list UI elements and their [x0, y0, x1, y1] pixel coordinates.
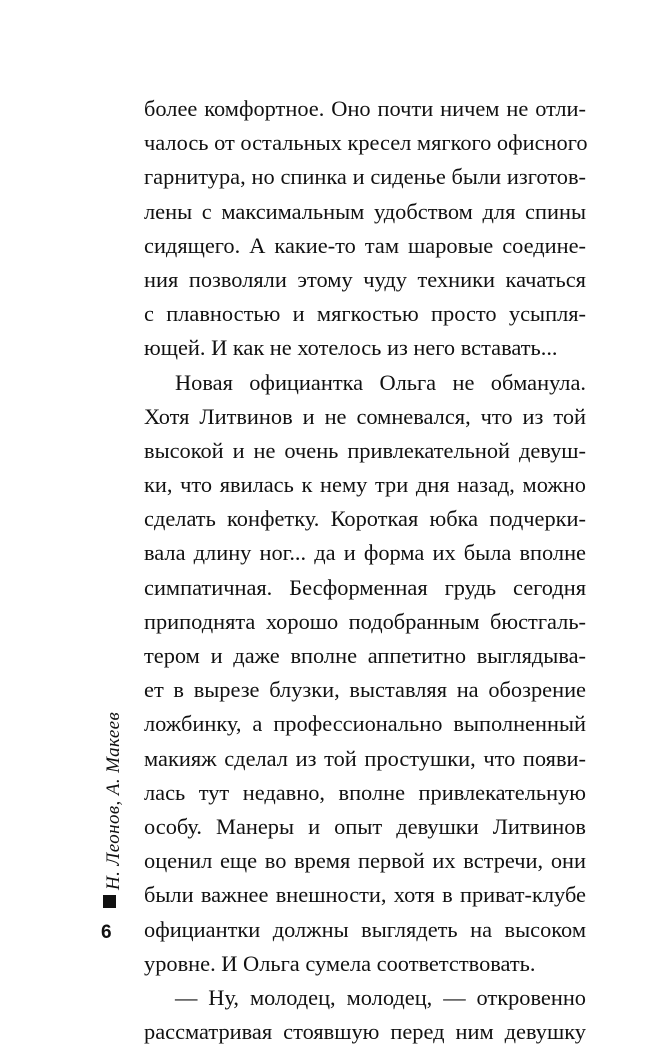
- text-line: особу. Манеры и опыт девушки Литвинов: [144, 813, 586, 839]
- text-line: сидящего. А какие-то там шаровые соедине-: [144, 232, 586, 258]
- text-line: ки, что явилась к нему три дня назад, можно: [144, 472, 586, 498]
- text-line: рассматривая стоявшую перед ним девушку: [144, 1019, 586, 1045]
- text-line: ющей. И как не хотелось из него вставать...: [144, 335, 558, 361]
- text-line: Новая официантка Ольга не обманула.: [175, 369, 586, 395]
- text-line: официантки должны выглядеть на высоком: [144, 916, 586, 942]
- text-line: оценил еще во время первой их встречи, они: [144, 848, 586, 874]
- body-text: [144, 92, 586, 1049]
- text-line: макияж сделал из той простушки, что появи-: [144, 745, 586, 771]
- text-line: тером и даже вполне аппетитно выглядыва-: [144, 643, 586, 668]
- running-head-authors: Н. Леонов, А. Макеев: [103, 711, 124, 890]
- text-line: лены с максимальным удобством для спины: [144, 198, 586, 224]
- text-line: вала длину ног... да и форма их была вполне: [144, 540, 586, 566]
- text-line: — Ну, молодец, молодец, — откровенно: [175, 984, 586, 1010]
- text-line: гарнитура, но спинка и сиденье были изготов-: [144, 164, 586, 190]
- square-marker-icon: [103, 895, 116, 908]
- text-line: ет в вырезе блузки, выставляя на обозрение: [144, 677, 586, 703]
- page-number: 6: [101, 922, 112, 943]
- text-line: лась тут недавно, вполне привлекательную: [144, 779, 586, 805]
- text-line: ложбинку, а профессионально выполненный: [144, 711, 586, 737]
- text-line: симпатичная. Бесформенная грудь сегодня: [144, 574, 586, 600]
- text-line: уровне. И Ольга сумела соответствовать.: [144, 950, 536, 976]
- text-line: сделать конфетку. Короткая юбка подчерки-: [144, 506, 586, 532]
- text-line: приподнята хорошо подобранным бюстгаль-: [144, 608, 586, 634]
- text-line: Хотя Литвинов и не сомневался, что из той: [144, 403, 586, 429]
- text-line: ния позволяли этому чуду техники качаться: [144, 266, 586, 292]
- text-line: высокой и не очень привлекательной девуш-: [144, 437, 586, 463]
- text-line: более комфортное. Оно почти ничем не отли-: [144, 96, 586, 121]
- text-line: с плавностью и мягкостью просто усыпля-: [144, 301, 586, 327]
- text-line: были важнее внешности, хотя в приват-клубе: [144, 882, 586, 908]
- text-line: чалось от остальных кресел мягкого офисного: [144, 130, 588, 156]
